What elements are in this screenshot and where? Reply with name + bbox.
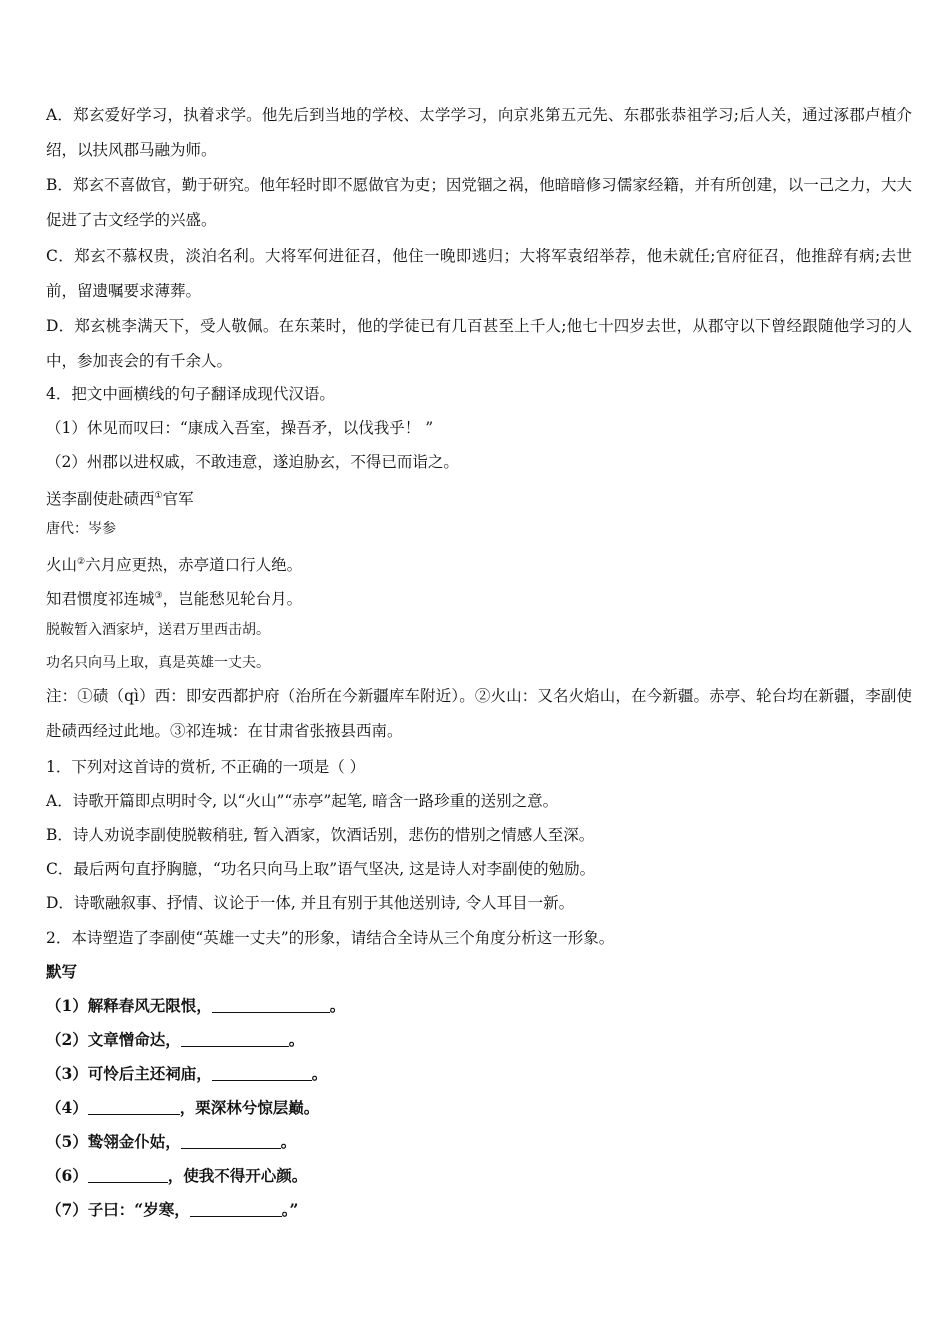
- dictation-item-5: [46, 1130, 912, 1154]
- poem-q1-option-b: B．诗人劝说李副使脱鞍稍驻, 暂入酒家，饮酒话别，悲伤的惜别之情感人至深。: [46, 826, 595, 844]
- q4-title: 4．把文中画横线的句子翻译成现代汉语。: [46, 385, 335, 403]
- dictation-item-4-end: ，栗深林兮惊层巅。: [179, 1098, 320, 1117]
- footnote-marker: ③: [154, 591, 163, 601]
- dictation-item-1-end: 。: [329, 996, 346, 1015]
- poem-line-1-start: 火山: [46, 556, 78, 574]
- poem-line-1-end: 六月应更热，赤亭道口行人绝。: [85, 556, 303, 574]
- poem-line-2-end: ，岂能愁见轮台月。: [162, 590, 303, 608]
- dictation-item-7-text: （7）子曰：“岁寒，: [46, 1200, 190, 1219]
- poem-q1-option-a: A．诗歌开篇即点明时令, 以“火山”“赤亭”起笔, 暗含一路珍重的送别之意。: [46, 792, 559, 810]
- dictation-item-2: [46, 1028, 912, 1052]
- footnote-marker: ①: [154, 491, 163, 501]
- answer-blank[interactable]: [181, 1032, 289, 1047]
- dictation-item-2-text: （2）文章憎命达，: [46, 1030, 181, 1049]
- dictation-item-5-end: 。: [280, 1132, 297, 1151]
- q4-sentence-2: （2）州郡以进权戚，不敢违意，遂迫胁玄，不得已而诣之。: [46, 453, 459, 471]
- poem-line-2: [46, 584, 912, 611]
- poem-notes: 注：①碛（qì）西：即安西都护府（治所在今新疆库车附近）。②火山：又名火焰山，在今新疆。赤亭、轮台均在新疆，李副使赴碛西经过此地。③祁连城：在甘肃省张掖县西南。: [46, 687, 912, 740]
- poem-author: 唐代：岑参: [46, 521, 116, 537]
- poem-title: [46, 484, 912, 511]
- answer-blank[interactable]: [190, 1202, 282, 1217]
- poem-line-1: [46, 550, 912, 577]
- dictation-item-7-end: 。”: [281, 1200, 299, 1219]
- q3-option-b: B．郑玄不喜做官，勤于研究。他年轻时即不愿做官为吏；因党锢之祸，他暗暗修习儒家经籍，并有所创建，以一己之力，大大促进了古文经学的兴盛。: [46, 176, 912, 229]
- dictation-item-6-text: （6）: [46, 1166, 88, 1185]
- poem-line-2-start: 知君惯度祁连城: [46, 590, 155, 608]
- poem-q1-option-d: D．诗歌融叙事、抒情、议论于一体, 并且有别于其他送别诗, 令人耳目一新。: [46, 894, 575, 912]
- poem-line-4: 功名只向马上取，真是英雄一丈夫。: [46, 655, 270, 671]
- dictation-item-3-end: 。: [311, 1064, 328, 1083]
- dictation-item-7: [46, 1198, 912, 1222]
- answer-blank[interactable]: [88, 1100, 180, 1115]
- poem-title-main: 送李副使赴碛西: [46, 490, 155, 508]
- q4-sentence-1: （1）休见而叹曰：“康成入吾室，操吾矛，以伐我乎！ ”: [46, 419, 434, 437]
- dictation-item-6-end: ，使我不得开心颜。: [167, 1166, 308, 1185]
- poem-question-2: 2．本诗塑造了李副使“英雄一丈夫”的形象，请结合全诗从三个角度分析这一形象。: [46, 929, 615, 947]
- dictation-item-5-text: （5）鸷翎金仆姑，: [46, 1132, 181, 1151]
- dictation-item-4-text: （4）: [46, 1098, 88, 1117]
- poem-line-3: 脱鞍暂入酒家垆，送君万里西击胡。: [46, 622, 270, 638]
- q3-option-a: A．郑玄爱好学习，执着求学。他先后到当地的学校、太学学习，向京兆第五元先、东郡张恭祖学习;后人关，通过涿郡卢植介绍，以扶风郡马融为师。: [46, 106, 912, 159]
- dictation-heading: 默写: [46, 962, 78, 981]
- q3-option-c: C．郑玄不慕权贵，淡泊名利。大将军何进征召，他住一晚即逃归；大将军袁绍举荐，他未就任;官府征召，他推辞有病;去世前，留遗嘱要求薄葬。: [46, 247, 912, 300]
- dictation-item-3-text: （3）可怜后主还祠庙，: [46, 1064, 212, 1083]
- poem-title-end: 官军: [162, 490, 194, 508]
- answer-blank[interactable]: [212, 1066, 312, 1081]
- dictation-item-1-text: （1）解释春风无限恨，: [46, 996, 212, 1015]
- poem-q1-option-c: C．最后两句直抒胸臆，“功名只向马上取”语气坚决, 这是诗人对李副使的勉励。: [46, 860, 596, 878]
- dictation-item-3: [46, 1062, 912, 1086]
- dictation-item-1: [46, 994, 912, 1018]
- dictation-item-4: [46, 1096, 912, 1120]
- dictation-item-6: [46, 1164, 912, 1188]
- poem-question-1: 1．下列对这首诗的赏析, 不正确的一项是（ ）: [46, 758, 366, 776]
- q3-option-d: D．郑玄桃李满天下，受人敬佩。在东莱时，他的学徒已有几百甚至上千人;他七十四岁去世，从郡守以下曾经跟随他学习的人中，参加丧会的有千余人。: [46, 317, 912, 370]
- dictation-item-2-end: 。: [288, 1030, 305, 1049]
- answer-blank[interactable]: [181, 1134, 281, 1149]
- footnote-marker: ②: [77, 557, 86, 567]
- answer-blank[interactable]: [212, 998, 330, 1013]
- answer-blank[interactable]: [88, 1168, 168, 1183]
